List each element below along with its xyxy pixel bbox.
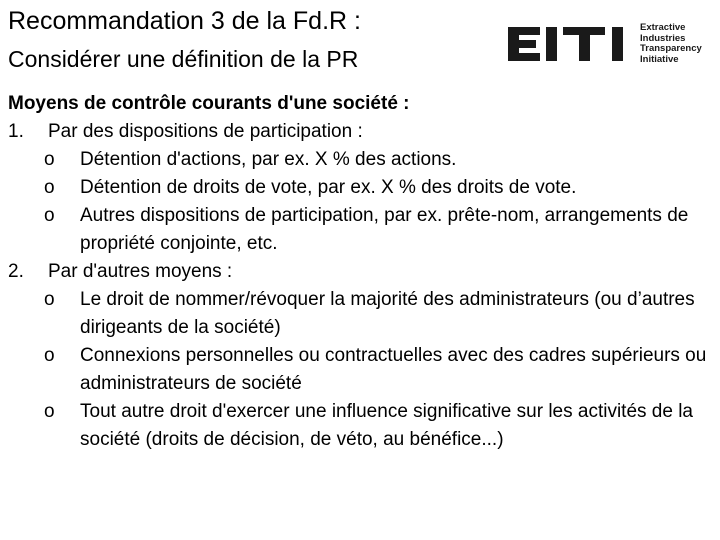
bullet-icon: o: [44, 289, 55, 310]
list-item-text: Par d'autres moyens :: [48, 261, 233, 282]
eiti-wordmark: [508, 22, 636, 68]
bullet-icon: o: [44, 205, 55, 226]
sub-list-item: [8, 286, 720, 342]
bullet-icon: o: [44, 345, 55, 366]
slide-title: Recommandation 3 de la Fd.R :: [8, 7, 361, 35]
sub-list-item: [8, 202, 720, 258]
sub-list-item-text: Connexions personnelles ou contractuelles avec des cadres supérieurs ou administrateurs de société: [80, 345, 707, 394]
sub-list-item-text: Le droit de nommer/révoquer la majorité des administrateurs (ou d’autres dirigeants de la société): [80, 289, 695, 338]
list-item: [8, 258, 720, 286]
bullet-icon: o: [44, 149, 55, 170]
logo-line: Initiative: [640, 53, 679, 65]
eiti-logo: [508, 22, 708, 68]
logo-line: Transparency: [640, 43, 702, 54]
list-number: 2.: [8, 261, 24, 282]
section-heading: Moyens de contrôle courants d'une société :: [8, 93, 410, 114]
sub-list-item-text: Détention de droits de vote, par ex. X % des droits de vote.: [80, 177, 577, 198]
list-item: [8, 118, 720, 146]
logo-line: Extractive: [640, 22, 686, 33]
list-item-text: Par des dispositions de participation :: [48, 121, 363, 142]
sub-list-item-text: Autres dispositions de participation, par ex. prête-nom, arrangements de propriété conjointe, etc.: [80, 205, 689, 254]
sub-list-item-text: Tout autre droit d'exercer une influence significative sur les activités de la société (droits de décision, de véto, au bénéfice...): [80, 401, 694, 450]
logo-tagline: [640, 23, 702, 65]
bullet-icon: o: [44, 401, 55, 422]
bullet-icon: o: [44, 177, 55, 198]
sub-list-item-text: Détention d'actions, par ex. X % des actions.: [80, 149, 457, 170]
sub-list-item: [8, 174, 720, 202]
slide-body: [8, 90, 720, 454]
sub-list-item: [8, 398, 720, 454]
sub-list-item: [8, 146, 720, 174]
slide-subtitle: Considérer une définition de la PR: [8, 46, 359, 72]
list-number: 1.: [8, 121, 24, 142]
sub-list-item: [8, 342, 720, 398]
logo-line: Industries: [640, 32, 686, 44]
